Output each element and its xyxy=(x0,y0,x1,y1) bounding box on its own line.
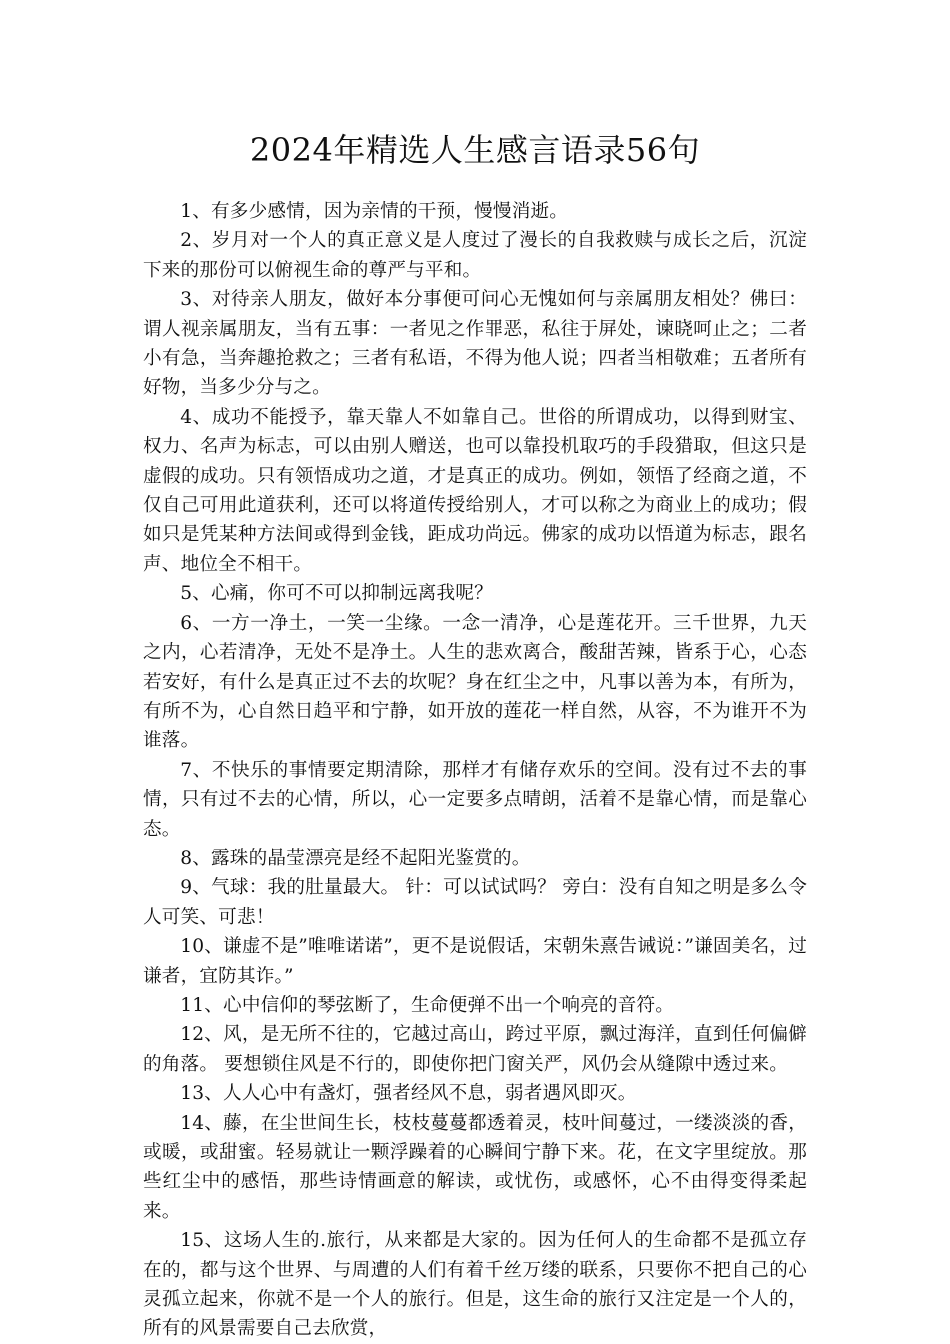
paragraph-12: 12、风，是无所不往的，它越过高山，跨过平原，飘过海洋，直到任何偏僻的角落。 要想锁住风是不行的，即使你把门窗关严，风仍会从缝隙中透过来。 xyxy=(143,1024,807,1075)
paragraph-13: 13、人人心中有盏灯，强者经风不息，弱者遇风即灭。 xyxy=(180,1083,637,1105)
paragraph-9: 9、气球：我的肚量最大。 针：可以试试吗？ 旁白：没有自知之明是多么令人可笑、可悲！ xyxy=(143,877,807,928)
paragraph-6: 6、一方一净土，一笑一尘缘。一念一清净，心是莲花开。三千世界，九天之内，心若清净，无处不是净土。人生的悲欢离合，酸甜苦辣，皆系于心，心态若安好，有什么是真正过不去的坎呢？身在红尘之中，凡事以善为本，有所为，有所不为，心自然日趋平和宁静，如开放的莲花一样自然，从容，不为谁开不为谁落。 xyxy=(143,612,807,752)
document-title: 2024年精选人生感言语录56句 xyxy=(249,131,701,169)
paragraph-11: 11、心中信仰的琴弦断了，生命便弹不出一个响亮的音符。 xyxy=(180,994,675,1016)
paragraph-5: 5、心痛，你可不可以抑制远离我呢？ xyxy=(180,583,493,605)
paragraph-15: 15、这场人生的.旅行，从来都是大家的。因为任何人的生命都不是孤立存在的，都与这个世界、与周遭的人们有着千丝万缕的联系，只要你不把自己的心灵孤立起来，你就不是一个人的旅行。但是，这生命的旅行又注定是一个人的，所有的风景需要自己去欣赏， xyxy=(143,1230,807,1340)
paragraph-14: 14、藤，在尘世间生长，枝枝蔓蔓都透着灵，枝叶间蔓过，一缕淡淡的香，或暖，或甜蜜。轻易就让一颗浮躁着的心瞬间宁静下来。花，在文字里绽放。那些红尘中的感悟，那些诗情画意的解读，或忧伤，或感怀，心不由得变得柔起来。 xyxy=(143,1112,807,1222)
paragraph-4: 4、成功不能授予，靠天靠人不如靠自己。世俗的所谓成功，以得到财宝、权力、名声为标志，可以由别人赠送，也可以靠投机取巧的手段猎取，但这只是虚假的成功。只有领悟成功之道，才是真正的成功。例如，领悟了经商之道，不仅自己可用此道获利，还可以将道传授给别人，才可以称之为商业上的成功；假如只是凭某种方法间或得到金钱，距成功尚远。佛家的成功以悟道为标志，跟名声、地位全不相干。 xyxy=(143,406,807,575)
paragraph-7: 7、不快乐的事情要定期清除，那样才有储存欢乐的空间。没有过不去的事情，只有过不去的心情，所以，心一定要多点晴朗，活着不是靠心情，而是靠心态。 xyxy=(143,759,807,840)
paragraph-10: 10、谦虚不是”唯唯诺诺”，更不是说假话，宋朝朱熹告诫说：”谦固美名，过谦者，宜防其诈。” xyxy=(143,936,807,987)
paragraph-2: 2、岁月对一个人的真正意义是人度过了漫长的自我救赎与成长之后，沉淀下来的那份可以俯视生命的尊严与平和。 xyxy=(143,230,807,281)
document-body xyxy=(143,197,807,1344)
paragraph-3: 3、对待亲人朋友，做好本分事便可问心无愧如何与亲属朋友相处？佛曰：谓人视亲属朋友，当有五事：一者见之作罪恶，私往于屏处，谏晓呵止之；二者小有急，当奔趣抢救之；三者有私语，不得为他人说；四者当相敬难；五者所有好物，当多少分与之。 xyxy=(143,289,807,399)
paragraph-8: 8、露珠的晶莹漂亮是经不起阳光鉴赏的。 xyxy=(180,847,531,869)
paragraph-1: 1、有多少感情，因为亲情的干预，慢慢消逝。 xyxy=(180,201,569,222)
